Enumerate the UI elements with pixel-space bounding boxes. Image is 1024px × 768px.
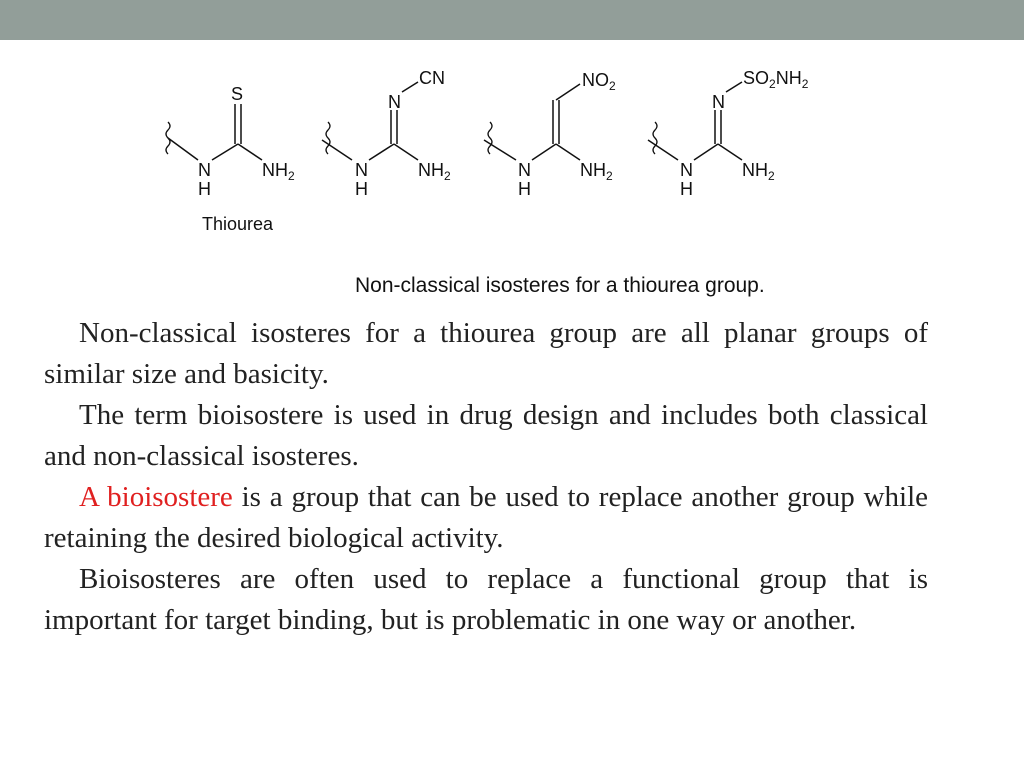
svg-text:NH2 bbox=[580, 160, 613, 183]
structure-3-no: NO bbox=[582, 70, 609, 90]
structure-4-so-nh-sub: 2 bbox=[801, 77, 809, 91]
structure-1-h: H bbox=[198, 179, 211, 199]
structure-3-h: H bbox=[518, 179, 531, 199]
structure-4-so-nh: NH bbox=[775, 68, 802, 88]
structure-4-n-top: N bbox=[712, 92, 725, 112]
structure-4-nh-sub: 2 bbox=[768, 169, 775, 183]
structure-thiourea bbox=[166, 84, 295, 234]
structure-2-n: N bbox=[355, 160, 368, 180]
structure-4-h: H bbox=[680, 179, 693, 199]
structure-4-so-sub: 2 bbox=[769, 77, 776, 91]
structure-4-nh: NH bbox=[742, 160, 768, 180]
structure-cyanoguanidine bbox=[322, 68, 451, 199]
structure-1-n: N bbox=[198, 160, 211, 180]
slide-body-text bbox=[44, 313, 928, 641]
structure-1-nh: NH bbox=[262, 160, 288, 180]
figure-caption: Non-classical isosteres for a thiourea group. bbox=[355, 274, 765, 297]
slide-top-bar bbox=[0, 0, 1024, 40]
structure-2-n-top: N bbox=[388, 92, 401, 112]
structure-1-nh-sub: 2 bbox=[288, 169, 295, 183]
structure-2-cn: CN bbox=[419, 68, 445, 88]
structure-3-no-sub: 2 bbox=[609, 79, 616, 93]
svg-text:NO2 bbox=[582, 70, 616, 93]
paragraph-1: Non-classical isosteres for a thiourea group are all planar groups of similar size and basicity. bbox=[44, 317, 928, 390]
structure-4-n: N bbox=[680, 160, 693, 180]
paragraph-4: Bioisosteres are often used to replace a functional group that is important for target binding, but is problematic in one way or another. bbox=[44, 563, 928, 636]
svg-text:NH2 bbox=[742, 160, 775, 183]
structure-3-nh-sub: 2 bbox=[606, 169, 613, 183]
svg-text:SO2NH2 bbox=[743, 68, 809, 91]
structure-2-nh-sub: 2 bbox=[444, 169, 451, 183]
bioisostere-highlight: A bioisostere bbox=[79, 481, 233, 513]
paragraph-3-text: is a group that can be used to replace another group while retaining the desired biological activity. bbox=[44, 481, 928, 554]
chemical-structures-figure bbox=[150, 60, 850, 300]
svg-text:NH2 bbox=[262, 160, 295, 183]
structure-1-name: Thiourea bbox=[202, 214, 274, 234]
structure-4-so: SO bbox=[743, 68, 770, 88]
paragraph-3 bbox=[44, 477, 928, 559]
structure-3-n: N bbox=[518, 160, 531, 180]
isosteres-diagram bbox=[150, 60, 850, 300]
structure-1-s: S bbox=[231, 84, 244, 104]
structure-3-nh: NH bbox=[580, 160, 606, 180]
structure-2-h: H bbox=[355, 179, 368, 199]
structure-sulfamoylguanidine bbox=[648, 68, 809, 199]
paragraph-2: The term bioisostere is used in drug design and includes both classical and non-classical isosteres. bbox=[44, 399, 928, 472]
svg-text:NH2 bbox=[418, 160, 451, 183]
structure-2-nh: NH bbox=[418, 160, 444, 180]
structure-nitroethene bbox=[484, 70, 616, 199]
